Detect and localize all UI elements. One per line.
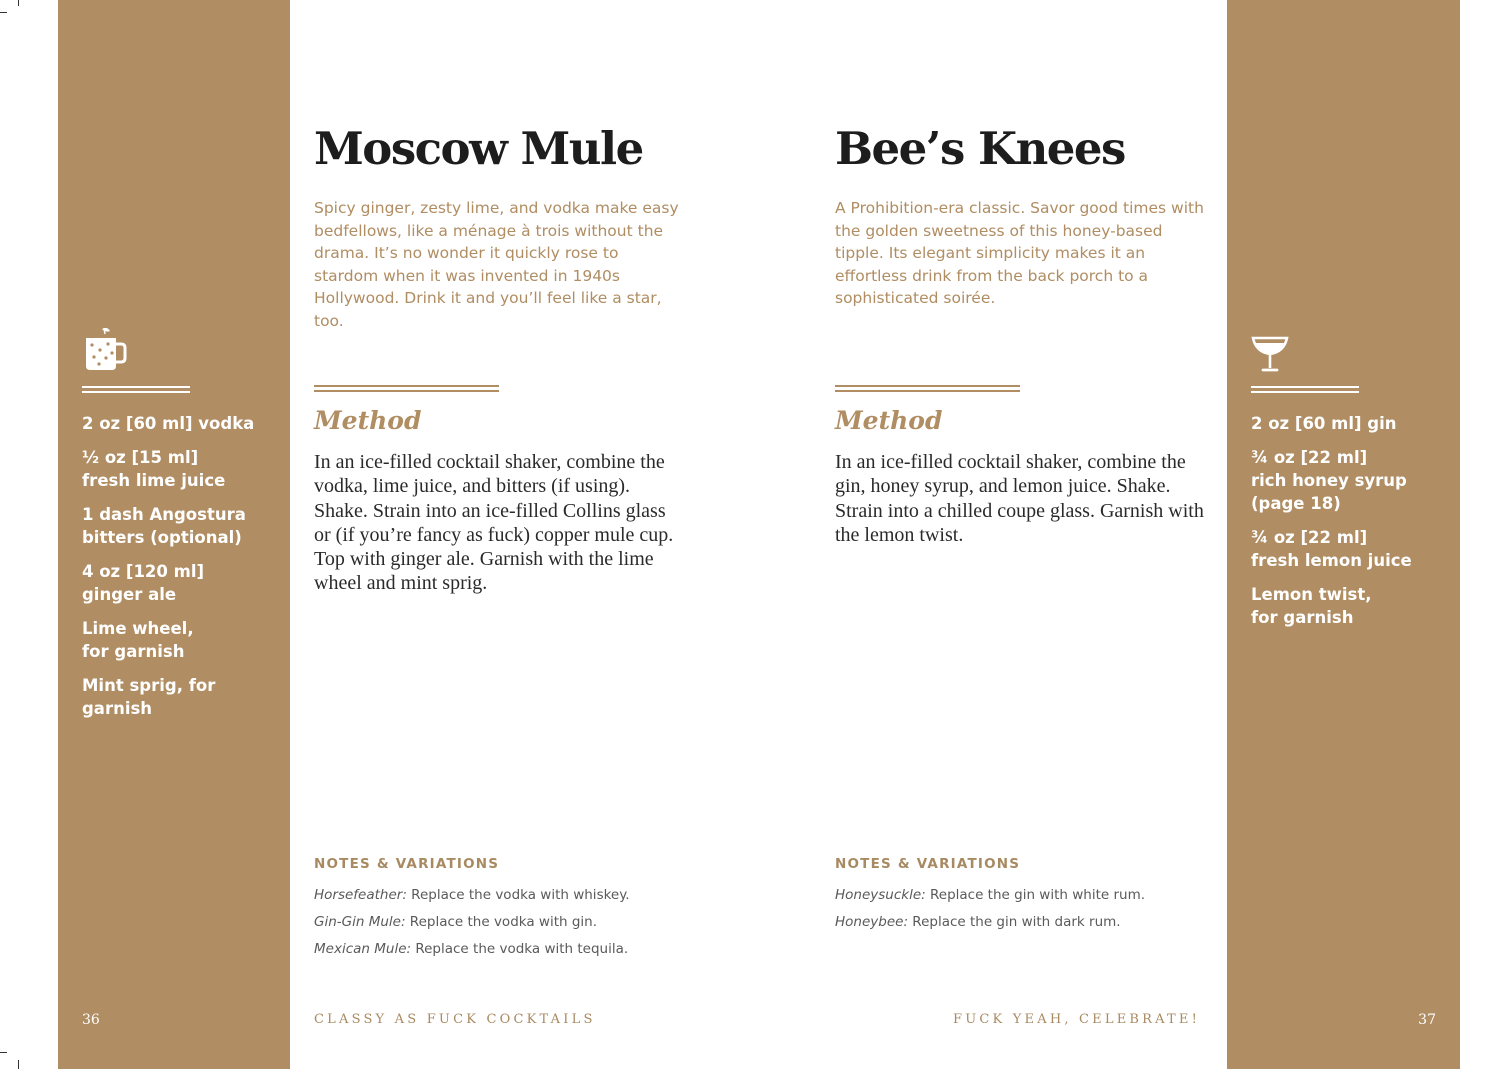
notes-list (314, 886, 684, 967)
page-number: 36 (82, 1012, 100, 1028)
note-item (314, 913, 684, 931)
note-name: Honeysuckle: (835, 887, 926, 903)
recipe-intro: A Prohibition-era classic. Savor good times with the golden sweetness of this honey-based tipple. Its elegant simplicity makes it an effortless drink from the back porch to a sophisticated soirée. (835, 199, 1204, 308)
ingredient-item: ¾ oz [22 ml] fresh lemon juice (1251, 528, 1412, 570)
method-heading: Method (835, 406, 943, 435)
method-divider (835, 385, 1020, 392)
crop-mark (0, 12, 7, 13)
note-text: Replace the gin with white rum. (925, 887, 1146, 903)
coupe-glass-icon (1251, 334, 1291, 378)
notes-heading: NOTES & VARIATIONS (314, 856, 500, 872)
recipe-intro: Spicy ginger, zesty lime, and vodka make easy bedfellows, like a ménage à trois without the drama. It’s no wonder it quickly rose to stardom when it was invented in 1940s Hollywood. Drink it and you’ll feel like a star, too. (314, 199, 679, 330)
recipe-title: Moscow Mule (314, 122, 643, 175)
ingredient-item: ¾ oz [22 ml] rich honey syrup (page 18) (1251, 448, 1407, 513)
ingredient-item: Lime wheel, for garnish (82, 619, 194, 661)
left-ingredients-sidebar (58, 0, 290, 1069)
running-head-right: FUCK YEAH, CELEBRATE! (953, 1012, 1200, 1027)
notes-list (835, 886, 1205, 940)
ingredient-item: ½ oz [15 ml] fresh lime juice (82, 448, 226, 490)
note-text: Replace the vodka with whiskey. (406, 887, 630, 903)
recipe-moscow-mule (314, 0, 694, 1069)
crop-mark (18, 1060, 19, 1069)
ingredient-item: 4 oz [120 ml] ginger ale (82, 562, 205, 604)
note-text: Replace the vodka with tequila. (411, 941, 629, 957)
recipe-title: Bee’s Knees (835, 122, 1125, 175)
page-number: 37 (1418, 1012, 1436, 1028)
ingredient-item: 2 oz [60 ml] vodka (82, 414, 255, 433)
ingredient-item: Mint sprig, for garnish (82, 676, 216, 718)
ingredient-list (1251, 412, 1450, 640)
copper-mule-mug-icon (82, 326, 128, 376)
right-ingredients-sidebar (1227, 0, 1460, 1069)
ingredients-divider (1251, 386, 1359, 393)
note-item (835, 886, 1205, 904)
method-text: In an ice-filled cocktail shaker, combine the gin, honey syrup, and lemon juice. Shake. Strain into a chilled coupe glass. Garnish with the lemon twist. (835, 451, 1204, 546)
note-name: Honeybee: (835, 914, 908, 930)
ingredient-item: 2 oz [60 ml] gin (1251, 414, 1397, 433)
crop-mark (18, 0, 19, 6)
note-name: Gin-Gin Mule: (314, 914, 406, 930)
recipe-bees-knees (835, 0, 1215, 1069)
method-divider (314, 385, 499, 392)
ingredients-divider (82, 386, 190, 393)
note-name: Mexican Mule: (314, 941, 412, 957)
note-item (314, 886, 684, 904)
note-item (314, 940, 684, 958)
crop-mark (0, 1052, 7, 1053)
note-name: Horsefeather: (314, 887, 407, 903)
note-text: Replace the gin with dark rum. (908, 914, 1121, 930)
running-head-left: CLASSY AS FUCK COCKTAILS (314, 1012, 596, 1027)
ingredient-item: Lemon twist, for garnish (1251, 585, 1372, 627)
ingredient-item: 1 dash Angostura bitters (optional) (82, 505, 246, 547)
note-item (835, 913, 1205, 931)
ingredient-list (82, 412, 280, 731)
method-text: In an ice-filled cocktail shaker, combine the vodka, lime juice, and bitters (if using). Shake. Strain into an ice-filled Collins glass or (if you’re fancy as fuck) copper mule cup. Top with ginger ale. Garnish with the lime wheel and mint sprig. (314, 451, 674, 595)
note-text: Replace the vodka with gin. (405, 914, 598, 930)
method-heading: Method (314, 406, 422, 435)
notes-heading: NOTES & VARIATIONS (835, 856, 1021, 872)
